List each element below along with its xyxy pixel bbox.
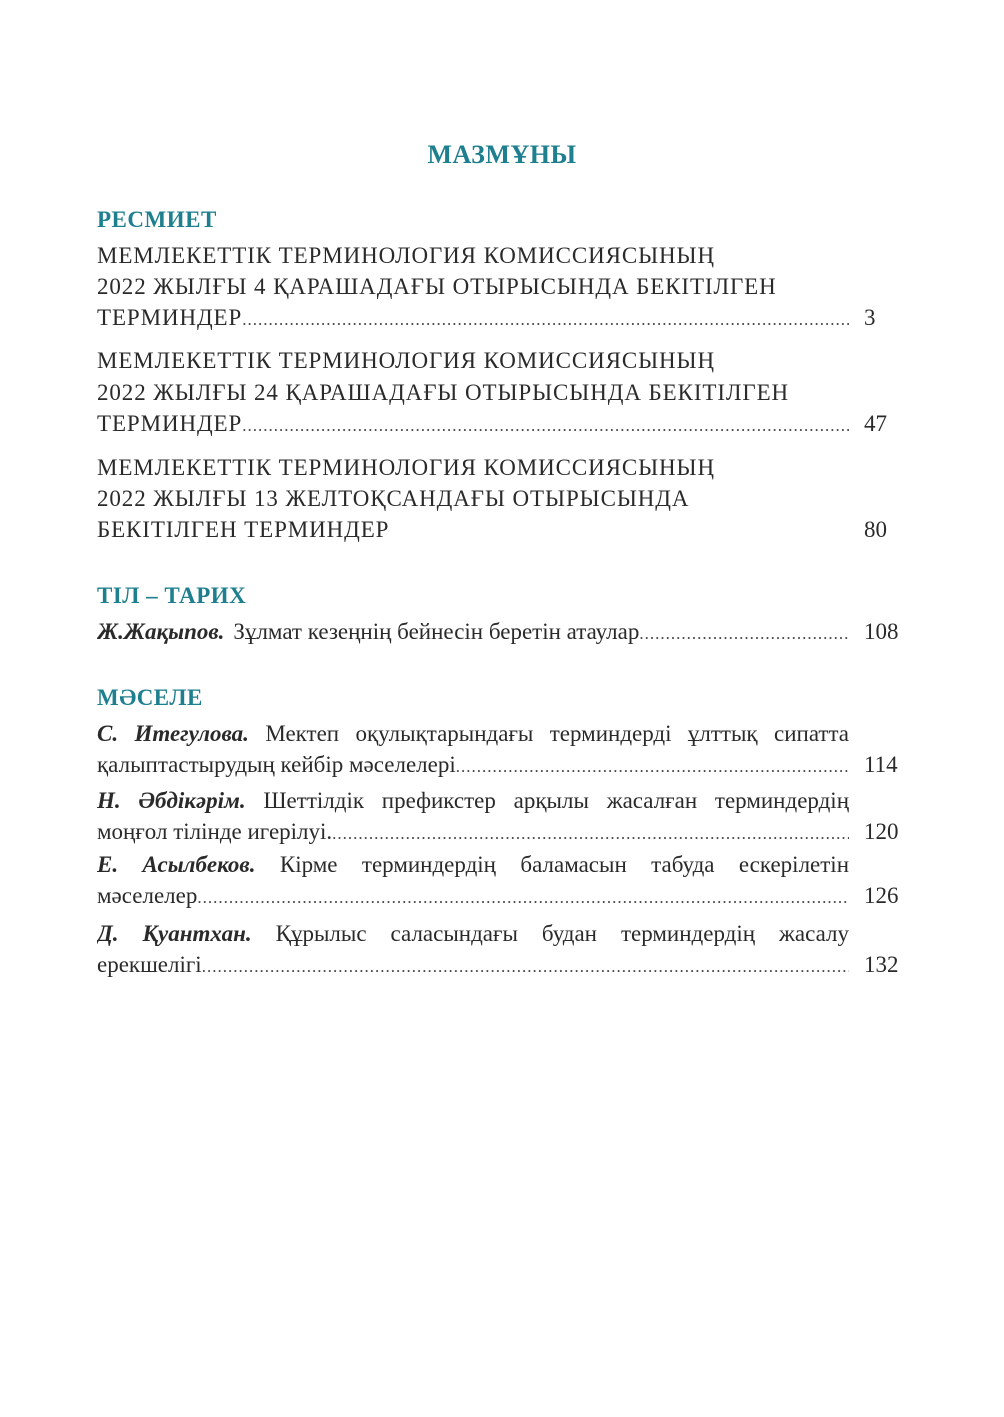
- page-number: 47: [864, 411, 887, 436]
- entry-author: Н. Әбдікәрім.: [97, 788, 246, 813]
- entry-title: Зұлмат кезеңнің бейнесін беретін атаулар: [233, 619, 640, 644]
- entry-title-line-leader: [97, 949, 849, 982]
- entry-title: Құрылыс саласындағы будан терминдердің жасалу: [275, 921, 849, 946]
- dot-leader: [639, 618, 849, 649]
- entry-title-line: МЕМЛЕКЕТТІК ТЕРМИНОЛОГИЯ КОМИССИЯСЫНЫҢ: [97, 243, 716, 268]
- entry-title-line: 2022 ЖЫЛҒЫ 4 ҚАРАШАДАҒЫ ОТЫРЫСЫНДА БЕКІТІЛГЕН: [97, 274, 777, 299]
- entry-title-line-leader: [97, 408, 849, 441]
- entry-title: ерекшелігі: [97, 952, 202, 977]
- section-heading-resmiet: РЕСМИЕТ: [97, 207, 217, 232]
- entry-title-line: 2022 ЖЫЛҒЫ 24 ҚАРАШАДАҒЫ ОТЫРЫСЫНДА БЕКІТІЛГЕН: [97, 380, 790, 405]
- page-number: 114: [864, 752, 898, 777]
- page-number: 108: [864, 619, 899, 644]
- dot-leader: [242, 304, 849, 335]
- dot-leader: [202, 951, 849, 982]
- entry-title-line: 2022 ЖЫЛҒЫ 13 ЖЕЛТОҚСАНДАҒЫ ОТЫРЫСЫНДА: [97, 486, 690, 511]
- entry-author: Ж.Жақыпов.: [97, 619, 225, 644]
- page-number: 120: [864, 819, 899, 844]
- dot-leader: [456, 751, 849, 782]
- page-title: МАЗМҰНЫ: [427, 140, 577, 169]
- section-heading-til-tarih: ТІЛ – ТАРИХ: [97, 583, 247, 608]
- entry-title-line: [97, 849, 849, 880]
- entry-author: Е. Асылбеков.: [97, 852, 256, 877]
- section-heading-masele: МӘСЕЛЕ: [97, 685, 203, 710]
- entry-title: Кірме терминдердің баламасын табуда ескерілетін: [279, 852, 849, 877]
- entry-title-line-leader: [97, 749, 849, 782]
- entry-title-line: БЕКІТІЛГЕН ТЕРМИНДЕР: [97, 517, 390, 542]
- entry-title-line: [97, 785, 849, 816]
- page-number: 132: [864, 952, 899, 977]
- entry-title-line: МЕМЛЕКЕТТІК ТЕРМИНОЛОГИЯ КОМИССИЯСЫНЫҢ: [97, 348, 716, 373]
- entry-author: Д. Қуантхан.: [97, 921, 252, 946]
- page-number: 3: [864, 305, 876, 330]
- entry-title-line: [97, 918, 849, 949]
- entry-title: қалыптастырудың кейбір мәселелері: [97, 752, 456, 777]
- entry-title: Мектеп оқулықтарындағы терминдерді ұлттық сипатта: [265, 721, 849, 746]
- entry-author: С. Итегулова.: [97, 721, 249, 746]
- entry-title-line: ТЕРМИНДЕР: [97, 305, 243, 330]
- entry-title-line-leader: [97, 880, 849, 913]
- entry-title: Шеттілдік префикстер арқылы жасалған терминдердің: [263, 788, 849, 813]
- page-number: 80: [864, 517, 887, 542]
- dot-leader: [197, 882, 849, 913]
- dot-leader: [242, 410, 849, 441]
- entry-title-line: [97, 718, 849, 749]
- dot-leader: [332, 818, 849, 849]
- entry-title-line: ТЕРМИНДЕР: [97, 411, 243, 436]
- entry-title-line: МЕМЛЕКЕТТІК ТЕРМИНОЛОГИЯ КОМИССИЯСЫНЫҢ: [97, 455, 716, 480]
- entry-title: мәселелер: [97, 883, 198, 908]
- entry-title-line-leader: [97, 616, 849, 649]
- entry-title-line-leader: [97, 302, 849, 335]
- page-number: 126: [864, 883, 899, 908]
- entry-title: моңғол тілінде игерілуі.: [97, 819, 333, 844]
- entry-title-line-leader: [97, 816, 849, 849]
